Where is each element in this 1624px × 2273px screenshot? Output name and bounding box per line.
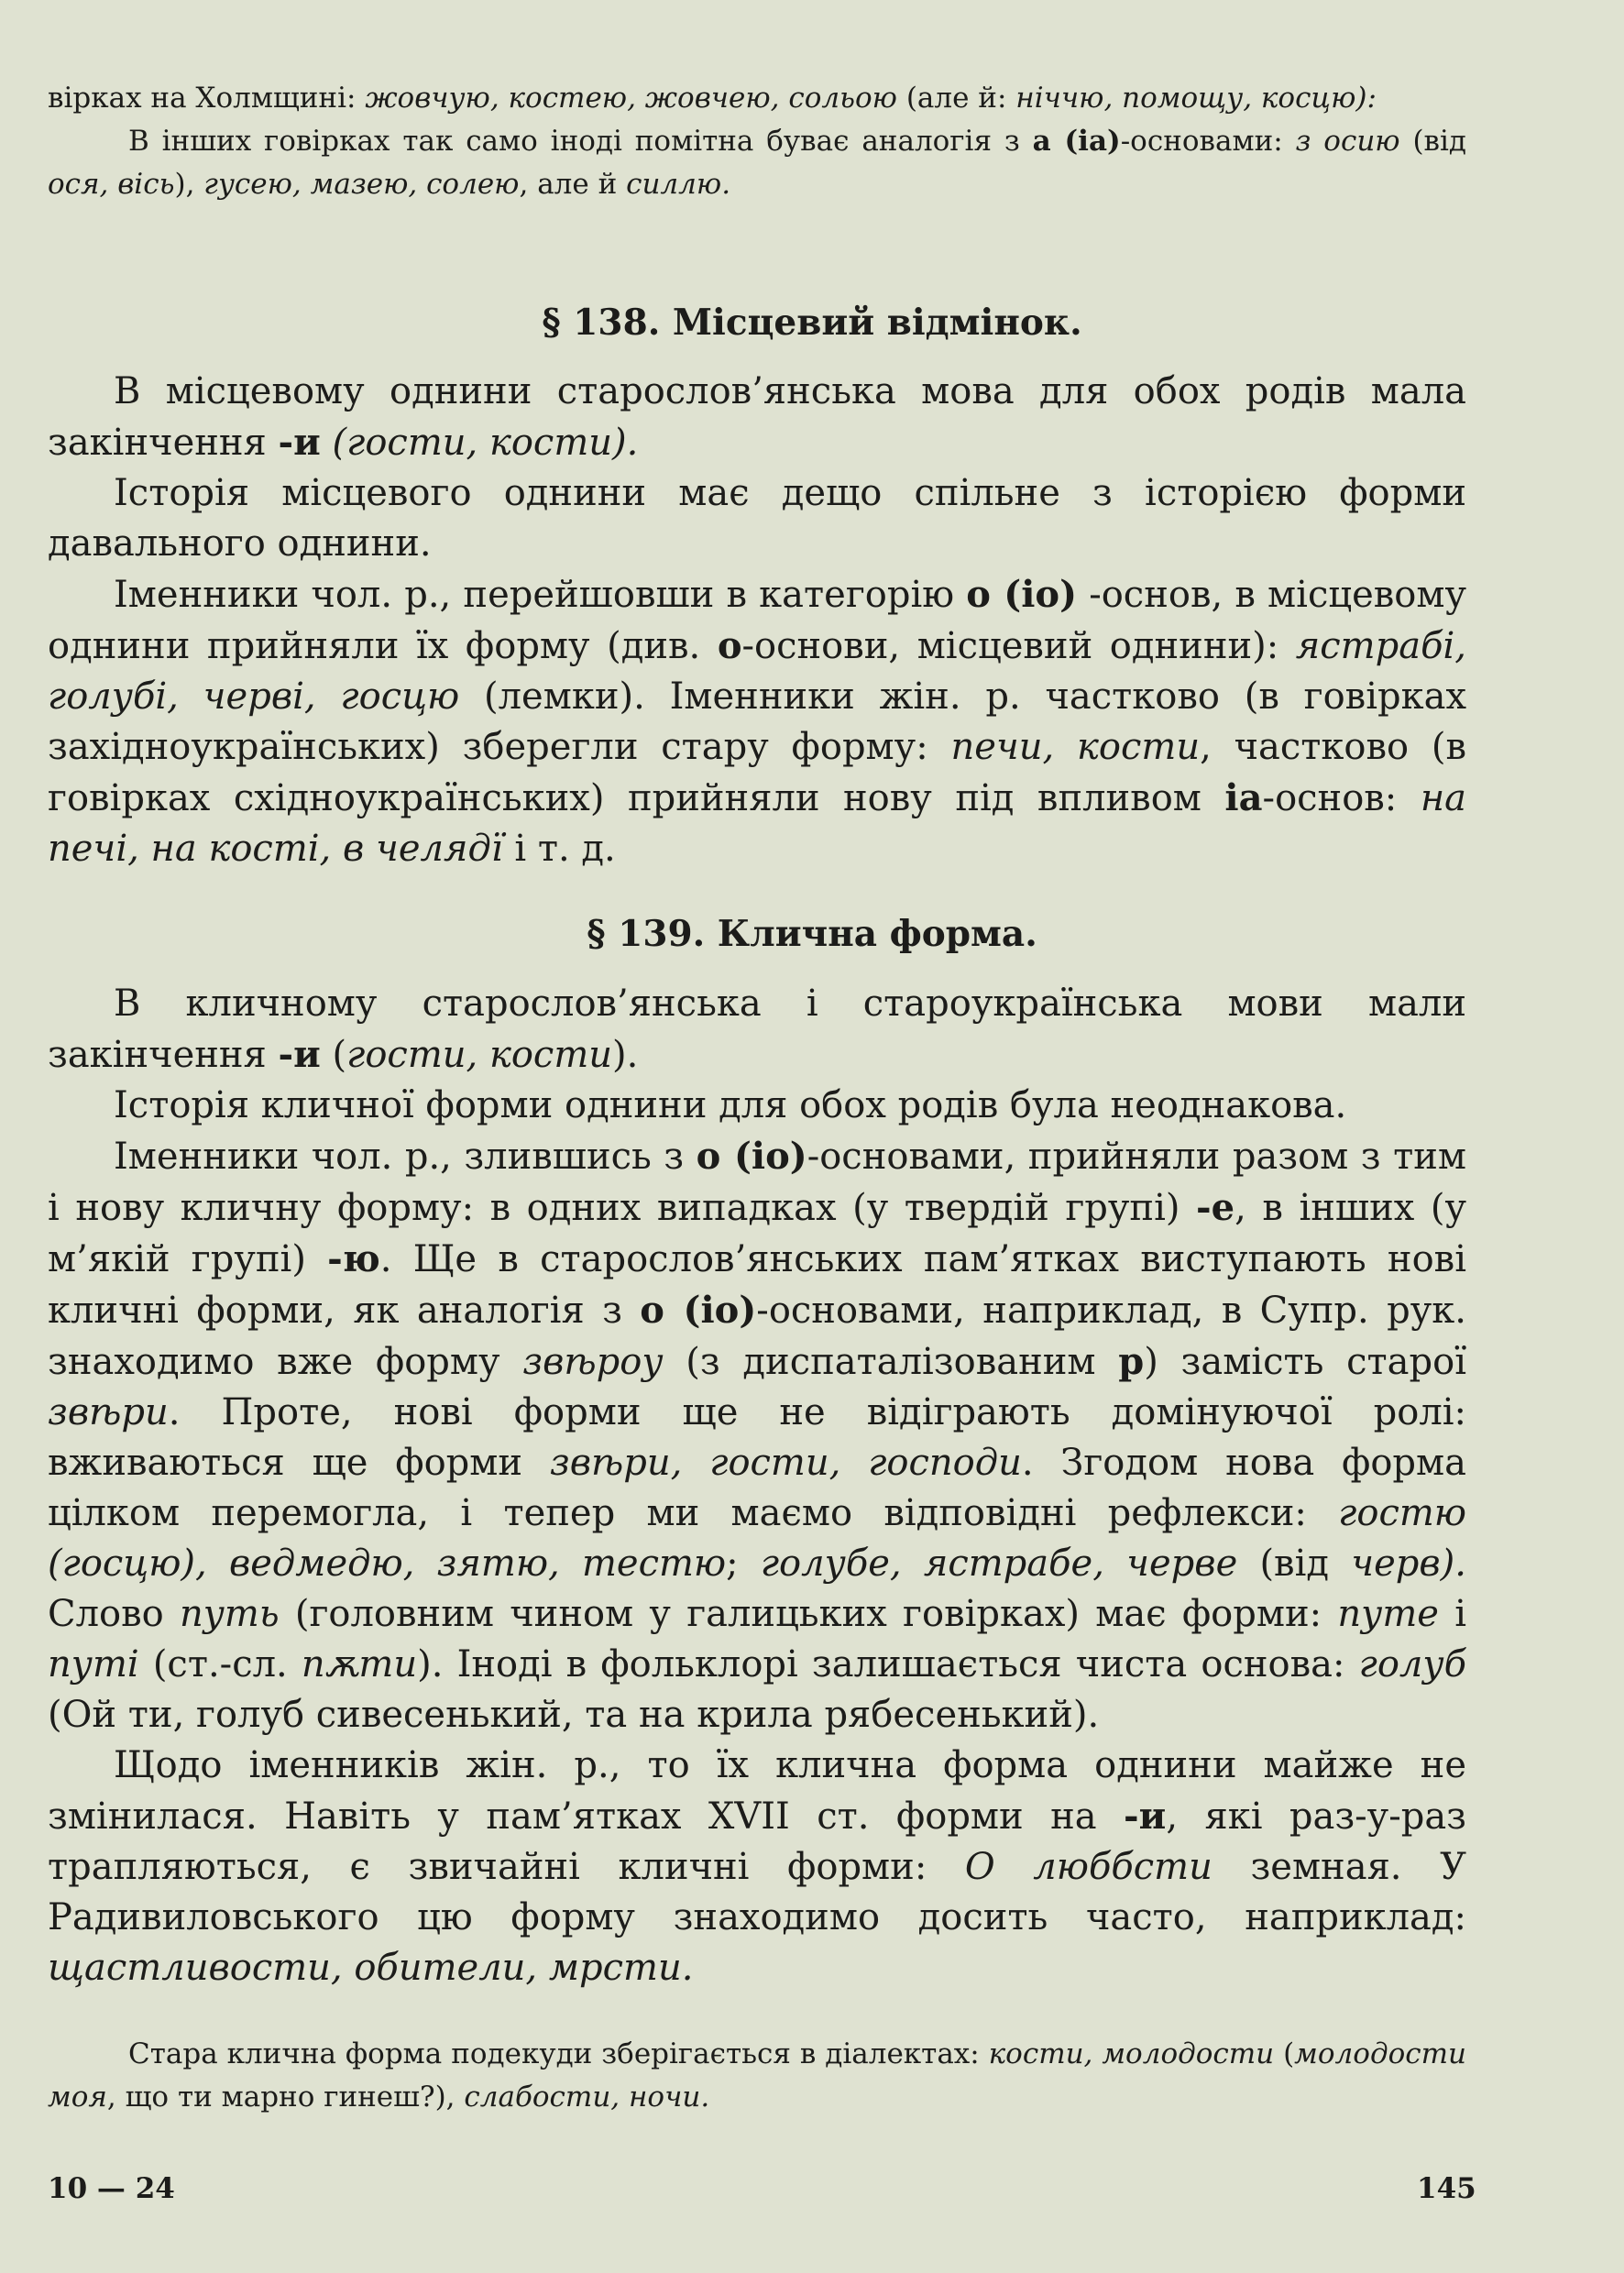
section-139-paragraph-3 [48, 1131, 1466, 1740]
text-run: (від [1399, 125, 1466, 158]
text-run: (Ой ти, голуб сивесенький, та на крила рябесенький). [48, 1694, 1100, 1736]
text-run: черв). [1351, 1543, 1466, 1585]
section-138-body [48, 367, 1466, 874]
text-run: (з диспаталізованим [663, 1341, 1119, 1383]
text-run: О люббсти [964, 1846, 1213, 1888]
text-run: на печі, на кості, в челядї [48, 777, 1467, 870]
text-run: (ст.-сл. [138, 1643, 302, 1686]
text-run: голубе, ястрабе, черве [760, 1543, 1238, 1585]
text-run: -основами: [1120, 125, 1296, 158]
text-run: -и [278, 421, 321, 464]
section-139-heading: § 139. Клична форма. [587, 913, 1037, 955]
section-138-heading: § 138. Місцевий відмінок. [542, 302, 1082, 344]
text-run: . Проте, нові форми ще не відіграють домінуючої ролі: вживаються ще форми [48, 1391, 1466, 1484]
text-run: іа [1224, 776, 1263, 819]
section-138-paragraph-3 [48, 569, 1466, 874]
text-run: і [1438, 1593, 1466, 1635]
text-run: -основ: [1262, 777, 1421, 819]
text-run: ніччю, помощу, косцю): [1015, 82, 1377, 115]
text-run: (від [1237, 1543, 1352, 1585]
section-139-paragraph-1 [48, 979, 1466, 1081]
text-run: гусею, мазею, солею [203, 168, 520, 201]
text-run: печи, кости [950, 726, 1201, 768]
text-run: Історія кличної форми однини для обох родів була неоднакова. [114, 1084, 1347, 1126]
text-run: ). [612, 1034, 639, 1076]
text-run: -ю [327, 1237, 380, 1280]
text-run: . Ще в старослов’янських пам’ятках виступають нові кличні форми, як аналогія з [48, 1238, 1466, 1332]
text-run: р [1118, 1340, 1145, 1383]
text-run: звѣри [48, 1391, 169, 1433]
text-run: (лемки). Іменники жін. р. частково (в говірках західноукраїнських) зберегли стару форму: [48, 675, 1467, 768]
text-run: ), [174, 168, 204, 201]
text-run: -основами, наприклад, в Супр. рук. знаходимо вже форму [48, 1290, 1466, 1383]
text-run: земная. У Радивиловського цю форму знаходимо досить часто, наприклад: [48, 1846, 1466, 1938]
section-138-paragraph-1 [48, 367, 1466, 468]
section-139-paragraph-2 [48, 1081, 1466, 1131]
text-run: звѣри, гости, господи [549, 1442, 1022, 1484]
text-run: голуб [1358, 1643, 1466, 1686]
text-run: -основами, прийняли разом з тим і нову кличну форму: в одних випадках (у твердій групі) [48, 1136, 1466, 1229]
text-run: ) замість старої [1144, 1341, 1466, 1383]
text-run: а (іа) [1032, 125, 1121, 158]
section-139-paragraph-4 [48, 1740, 1466, 1993]
text-run: о (іо) [640, 1289, 757, 1332]
text-run: Щодо іменників жін. р., то їх клична форма однини майже не змінилася. Навіть у пам’ятках XVII ст. форми на [48, 1744, 1466, 1838]
top-paragraph [48, 77, 1466, 206]
text-run: Іменники чол. р., перейшовши в категорію [114, 574, 967, 616]
text-run: -основи, місцевий однини): [741, 625, 1296, 667]
text-run: ; [726, 1543, 761, 1585]
text-run: гостю (госцю), ведмедю, зятю, тестю [48, 1492, 1466, 1585]
text-run: ося, вісь [48, 168, 175, 201]
text-run: путі [48, 1643, 139, 1686]
text-run: звѣроу [522, 1341, 664, 1383]
text-run: гости, кости [346, 1034, 613, 1076]
text-run: пѫти [301, 1643, 418, 1686]
text-run: щастливости, обители, мрсти. [48, 1947, 694, 1989]
text-run: Стара клична форма подекуди зберігається в діалектах: [128, 2037, 989, 2070]
text-run: о (іо) [966, 573, 1078, 616]
text-run: слабости, ночи. [464, 2081, 710, 2114]
text-run: -и [1124, 1795, 1167, 1838]
top-paragraph-analogy [48, 120, 1466, 206]
text-run: , але й [519, 168, 627, 201]
text-run: -и [278, 1033, 321, 1076]
text-run: з осию [1295, 125, 1400, 158]
text-run [321, 422, 333, 464]
section-138-paragraph-2 [48, 468, 1466, 569]
text-run: , які раз-у-раз трапляються, є звичайні кличні форми: [48, 1795, 1467, 1888]
text-run: кости, молодости [988, 2037, 1275, 2070]
section-139-body [48, 979, 1466, 1993]
text-run: -основ, в місцевому однини прийняли їх форму (див. [48, 574, 1466, 667]
text-run: В кличному старослов’янська і староукраїнська мови мали закінчення [48, 983, 1466, 1076]
text-run: , що ти марно гинеш?), [106, 2081, 465, 2114]
text-run: ). Іноді в фольклорі залишається чиста основа: [417, 1643, 1359, 1686]
text-run: В місцевому однини старослов’янська мова для обох родів мала закінчення [48, 370, 1466, 464]
text-run: (головним чином у галицьких говірках) має форми: [279, 1593, 1338, 1635]
section-139-note [48, 2033, 1466, 2119]
top-paragraph-continued [48, 77, 1466, 120]
text-run: . Згодом нова форма цілком перемогла, і тепер ми маємо відповідні рефлекси: [48, 1442, 1466, 1534]
text-run: , частково (в говірках східноукраїнських) прийняли нову під впливом [48, 726, 1466, 819]
text-run: Слово [48, 1593, 180, 1635]
text-run: путь [179, 1593, 280, 1635]
text-run: і т. д. [502, 828, 616, 870]
text-run: В інших говірках так само іноді помітна буває аналогія з [128, 125, 1033, 158]
text-run: ( [1274, 2037, 1295, 2070]
text-run: жовчую, костею, жовчею, сольою [365, 82, 897, 115]
text-run: , в інших (у м’якій групі) [48, 1187, 1466, 1280]
text-run: (але й: [896, 82, 1016, 115]
text-run: путе [1337, 1593, 1439, 1635]
text-run: ястрабі, голубі, черві, госцю [48, 625, 1466, 718]
text-run: о [717, 624, 742, 667]
text-run: о (іо) [696, 1135, 807, 1178]
text-run: (гости, кости). [332, 422, 639, 464]
text-run: силлю. [626, 168, 731, 201]
text-run: молодости моя [48, 2037, 1466, 2114]
text-run: Іменники чол. р., злившись з [114, 1136, 697, 1178]
text-run: Історія місцевого однини має дещо спільне з історією форми давального однини. [48, 472, 1466, 565]
text-run: вірках на Холмщині: [48, 82, 366, 115]
text-run: -е [1196, 1186, 1235, 1229]
text-run: ( [320, 1034, 347, 1076]
page-number: 145 [1417, 2172, 1476, 2205]
signature-mark: 10 — 24 [48, 2172, 175, 2205]
